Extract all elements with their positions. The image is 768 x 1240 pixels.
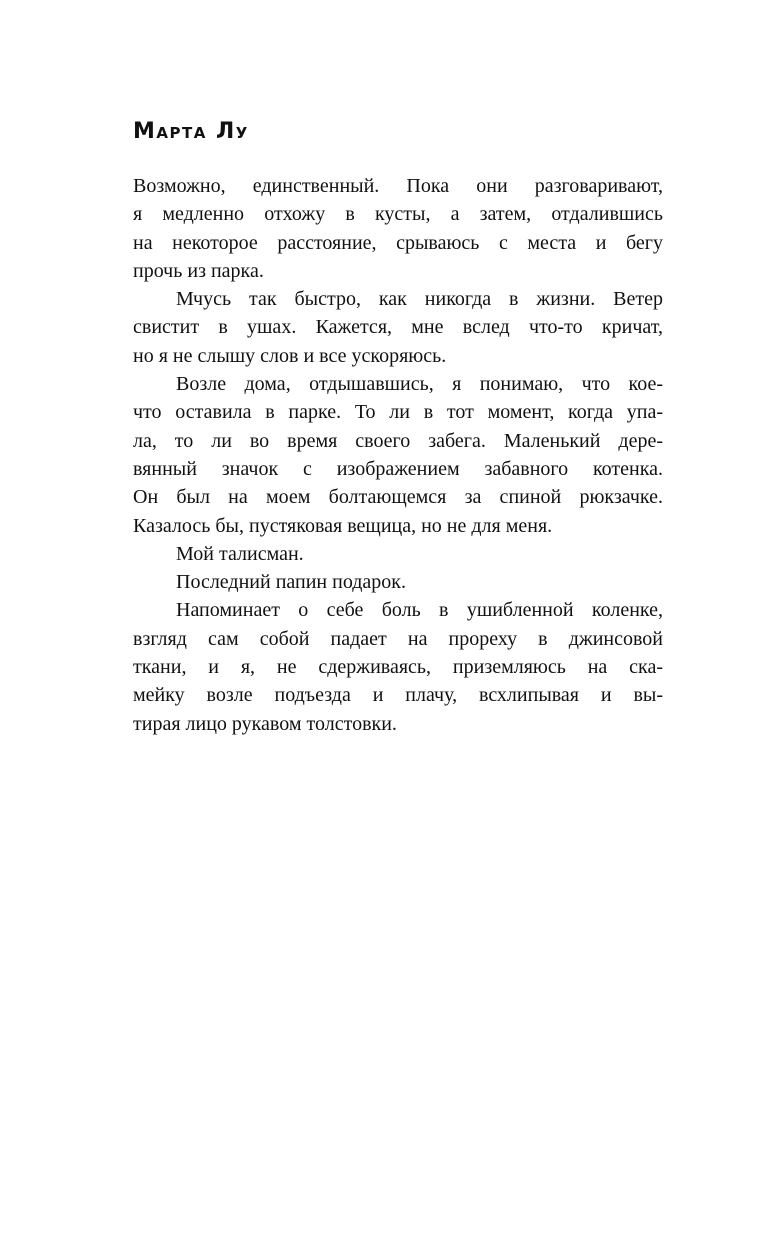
text-line: ла, то ли во время своего забега. Маленький дере- (133, 429, 663, 452)
text-line: Он был на моем болтающемся за спиной рюкзачке. (133, 486, 663, 509)
text-line: тирая лицо рукавом толстовки. (133, 712, 397, 735)
text-line: Возможно, единственный. Пока они разговаривают, (133, 175, 663, 197)
running-head-author: Марта Лу (133, 119, 249, 144)
text-line: Казалось бы, пустяковая вещица, но не для меня. (133, 514, 553, 537)
text-line: взгляд сам собой падает на прореху в джинсовой (133, 627, 663, 650)
body-text (133, 172, 663, 738)
text-line: я медленно отхожу в кусты, а затем, отдалившись (133, 203, 663, 226)
text-line: Последний папин подарок. (176, 571, 407, 594)
text-line: Мой талисман. (176, 542, 304, 565)
text-line: вянный значок с изображением забавного котенка. (133, 457, 663, 480)
text-line: но я не слышу слов и все ускоряюсь. (133, 344, 447, 367)
text-line: Напоминает о себе боль в ушибленной коленке, (176, 599, 663, 622)
text-line: прочь из парка. (133, 259, 264, 282)
text-line: ткани, и я, не сдерживаясь, приземляюсь на ска- (133, 656, 663, 679)
text-line: на некоторое расстояние, срываюсь с места и бегу (133, 231, 663, 254)
text-line: мейку возле подъезда и плачу, всхлипывая и вы- (133, 684, 663, 707)
text-line: Мчусь так быстро, как никогда в жизни. Ветер (176, 288, 663, 311)
text-line: свистит в ушах. Кажется, мне вслед что-то кричат, (133, 316, 663, 339)
text-line: Возле дома, отдышавшись, я понимаю, что кое- (176, 373, 663, 396)
text-line: что оставила в парке. То ли в тот момент, когда упа- (133, 401, 663, 424)
